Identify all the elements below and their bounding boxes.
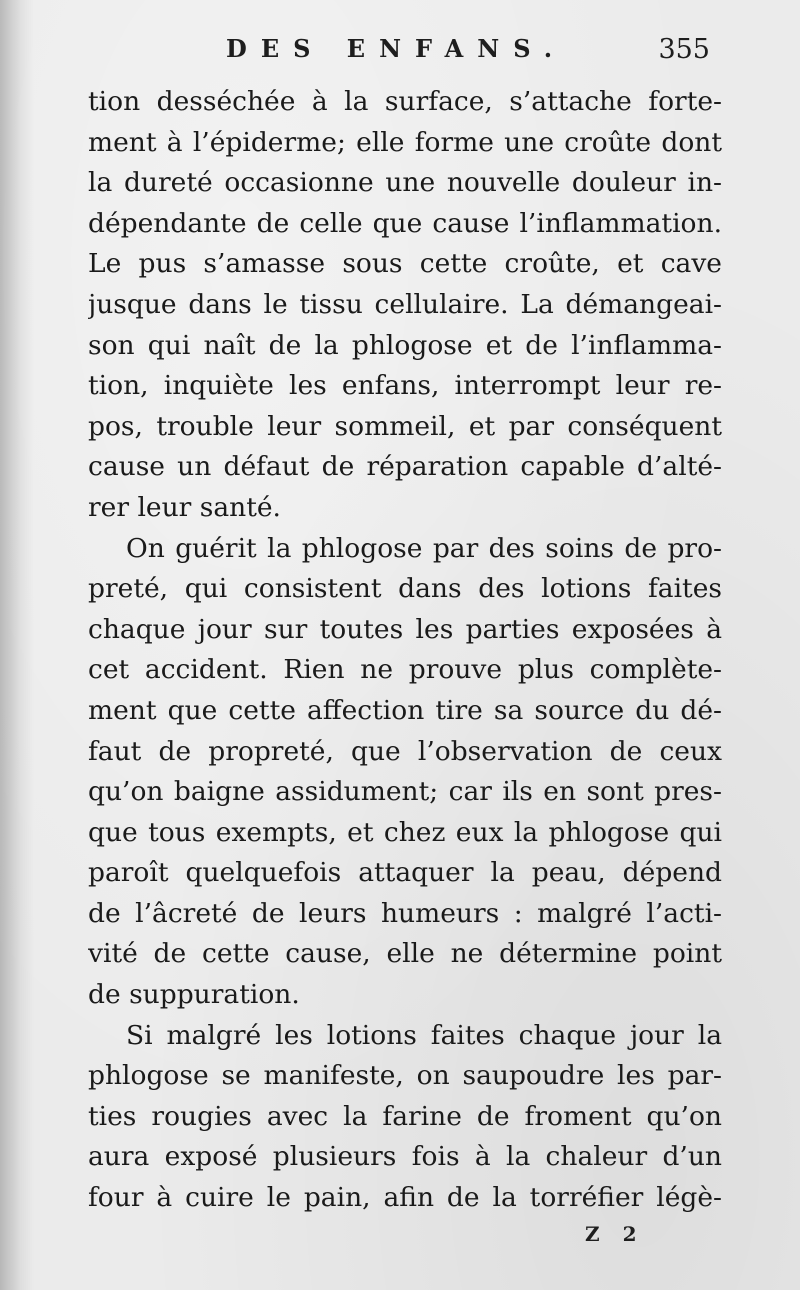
text-line: chaque jour sur toutes les parties exposées à — [88, 613, 722, 645]
text-line: la dureté occasionne une nouvelle douleur in- — [88, 167, 722, 199]
text-line: ment à l’épiderme; elle forme une croûte dont — [88, 126, 722, 158]
text-line: jusque dans le tissu cellulaire. La démangeai- — [88, 288, 722, 320]
binding-shadow — [0, 0, 34, 1290]
text-line: cet accident. Rien ne prouve plus complète- — [88, 654, 722, 686]
text-line: aura exposé plusieurs fois à la chaleur d’un — [88, 1141, 722, 1173]
text-line: ties rougies avec la farine de froment qu’on — [88, 1100, 722, 1132]
text-line: cause un défaut de réparation capable d’alté- — [88, 451, 722, 483]
text-line: pos, trouble leur sommeil, et par conséquent — [88, 410, 722, 442]
text-line: de l’âcreté de leurs humeurs : malgré l’acti- — [88, 897, 722, 929]
page-header — [88, 34, 710, 74]
text-line: four à cuire le pain, afin de la torréfier légè- — [88, 1182, 722, 1214]
text-line: qu’on baigne assidument; car ils en sont pres- — [88, 776, 722, 808]
text-line: ment que cette affection tire sa source du dé- — [88, 694, 722, 726]
text-line: phlogose se manifeste, on saupoudre les par- — [88, 1060, 722, 1092]
text-line: preté, qui consistent dans des lotions faites — [88, 573, 722, 605]
running-head: DES ENFANS. — [226, 34, 567, 63]
paragraph-start-line: Si malgré les lotions faites chaque jour la — [126, 1019, 722, 1051]
text-line: faut de propreté, que l’observation de ceux — [88, 735, 722, 767]
text-line: de suppuration. — [88, 979, 300, 1011]
text-line: tion desséchée à la surface, s’attache forte- — [88, 86, 722, 117]
text-line: Le pus s’amasse sous cette croûte, et cave — [88, 248, 722, 280]
text-line: vité de cette cause, elle ne détermine point — [88, 938, 722, 970]
text-line: paroît quelquefois attaquer la peau, dépend — [88, 857, 722, 889]
page-number: 355 — [658, 34, 710, 65]
body-text — [88, 82, 722, 1219]
text-line: rer leur santé. — [88, 491, 281, 523]
text-line: que tous exempts, et chez eux la phlogose qui — [88, 816, 722, 848]
text-line: son qui naît de la phlogose et de l’inflamma- — [88, 329, 722, 361]
signature-mark: Z 2 — [585, 1222, 645, 1246]
text-line: tion, inquiète les enfans, interrompt leur re- — [88, 370, 722, 402]
paragraph-start-line: On guérit la phlogose par des soins de pro- — [126, 532, 722, 564]
text-line: dépendante de celle que cause l’inflammation. — [88, 207, 722, 239]
